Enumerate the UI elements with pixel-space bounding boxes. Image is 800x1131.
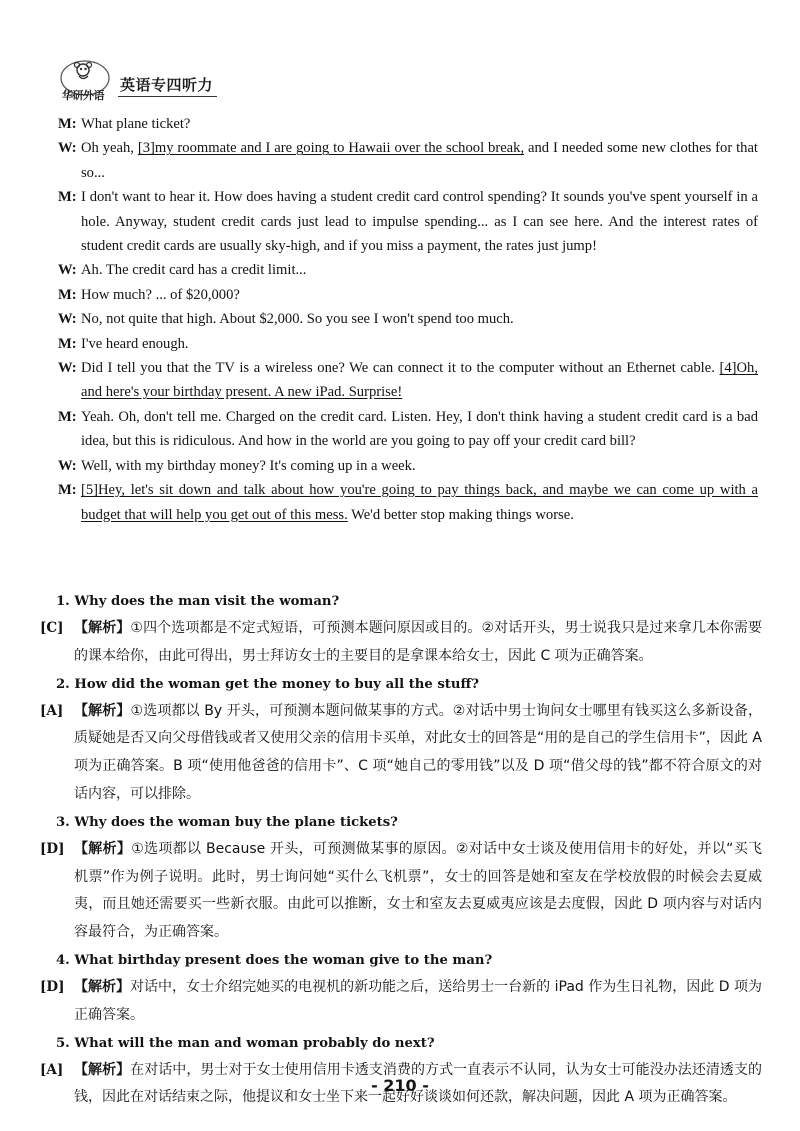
dialogue-text: Ah. The credit card has a credit limit...	[81, 262, 307, 279]
speaker-label: M:	[58, 286, 77, 303]
publisher-logo	[58, 58, 118, 102]
analysis-tag: 【解析】	[74, 1061, 131, 1078]
dialogue-line	[58, 454, 758, 478]
question-text: 3. Why does the woman buy the plane tickets?	[56, 814, 398, 830]
dialogue-transcript	[58, 112, 758, 527]
dialogue-text: How much? ... of $20,000?	[81, 286, 240, 303]
analysis-tag: 【解析】	[74, 620, 131, 636]
answer-explanation	[40, 836, 762, 947]
dialogue-text: I don't want to hear it. How does having a student credit card control spending? It sounds you've spent yourself in a hole. Anyway, student credit cards just lead to impulse spending... as I can see here. And the interest rates of student credit cards are usually sky-high, and if you miss a payment, the rates just jump!	[81, 189, 758, 255]
analysis-tag: 【解析】	[74, 978, 131, 995]
answer-letter: [D]	[40, 978, 65, 995]
speaker-label: W:	[58, 311, 77, 328]
explanation-text: ①四个选项都是不定式短语，可预测本题问原因或目的。②对话开头，男士说我只是过来拿几本你需要的课本给你，由此可得出，男士拜访女士的主要目的是拿课本给女士，因此 C 项为正确答案。	[74, 620, 763, 664]
speaker-label: M:	[58, 408, 77, 425]
dialogue-line	[58, 283, 758, 307]
explanation-text: 对话中，女士介绍完她买的电视机的新功能之后，送给男士一台新的 iPad 作为生日礼物，因此 D 项为正确答案。	[74, 978, 763, 1023]
question-text: 5. What will the man and woman probably do next?	[56, 1035, 435, 1051]
question-text: 1. Why does the man visit the woman?	[56, 594, 340, 609]
dialogue-line	[58, 258, 758, 282]
answer-explanation	[40, 698, 762, 809]
question-text: 2. How did the woman get the money to buy all the stuff?	[56, 676, 480, 692]
dialogue-text: I've heard enough.	[81, 335, 189, 352]
dialogue-text: What plane ticket?	[81, 116, 191, 132]
dialogue-text: Oh yeah,	[81, 140, 138, 157]
answer-letter: [C]	[40, 620, 64, 636]
explanation-text: ①选项都以 Because 开头，可预测做某事的原因。②对话中女士谈及使用信用卡的好处，并以“买飞机票”作为例子说明。此时，男士询问她“买什么飞机票”，女士的回答是她和室友在学校放假的时候会去夏威夷，而且她还需要买一些新衣服。由此可以推断，女士和室友去夏威夷应该是去度假，因此 D 项内容与对话内容最符合，为正确答案。	[74, 840, 763, 941]
speaker-label: M:	[58, 116, 77, 132]
dialogue-line	[58, 405, 758, 454]
answer-letter: [A]	[40, 702, 64, 719]
analysis-tag: 【解析】	[74, 840, 132, 857]
page-number: - 210 -	[371, 1076, 429, 1095]
dialogue-line	[58, 478, 758, 527]
explanation-text: ①选项都以 By 开头，可预测本题问做某事的方式。②对话中男士询问女士哪里有钱买这么多新设备，质疑她是否又向父母借钱或者又使用父亲的信用卡买单，对此女士的回答是“用的是自己的学生信用卡”，因此 A 项为正确答案。B 项“使用他爸爸的信用卡”、C 项“她自己的零用钱”以及 D 项“借父母的钱”都不符合原文的对话内容，可以排除。	[74, 702, 763, 802]
dialogue-text: We'd better stop making things worse.	[347, 506, 574, 523]
answer-letter: [A]	[40, 1061, 64, 1078]
speaker-label: W:	[58, 360, 77, 377]
questions-section	[40, 588, 762, 1112]
speaker-label: M:	[58, 482, 77, 499]
answer-explanation	[40, 974, 762, 1030]
dialogue-line	[58, 136, 758, 185]
book-title: 英语专四听力	[118, 74, 217, 97]
answer-letter: [D]	[40, 840, 65, 857]
logo-text: 华研外语	[62, 89, 104, 102]
dialogue-line	[58, 356, 758, 405]
dialogue-text: Well, with my birthday money? It's coming up in a week.	[81, 457, 416, 474]
dialogue-line	[58, 307, 758, 331]
underlined-key-sentence: [5]Hey, let's sit down and talk about how you're going to pay things back, and maybe we can come up with a budget that will help you get out of this mess.	[81, 482, 758, 523]
dialogue-line	[58, 185, 758, 258]
speaker-label: W:	[58, 457, 77, 474]
explanation-text: 在对话中，男士对于女士使用信用卡透支消费的方式一直表示不认同，认为女士可能没办法还清透支的钱，因此在对话结束之际，他提议和女士坐下来一起好好谈谈如何还款，解决问题，因此 A 项为正确答案。	[74, 1061, 763, 1106]
dialogue-line	[58, 332, 758, 356]
answer-explanation	[40, 615, 762, 671]
analysis-tag: 【解析】	[74, 702, 131, 719]
speaker-label: W:	[58, 140, 77, 157]
dialogue-text: Did I tell you that the TV is a wireless one? We can connect it to the computer without an Ethernet cable.	[81, 360, 720, 377]
underlined-key-sentence: [4]Oh, and here's your birthday present. A new iPad. Surprise!	[81, 360, 758, 401]
page-header	[58, 58, 318, 102]
speaker-label: M:	[58, 189, 77, 206]
dialogue-line	[58, 112, 758, 136]
speaker-label: M:	[58, 335, 77, 352]
dialogue-text: Yeah. Oh, don't tell me. Charged on the credit card. Listen. Hey, I don't think having a student credit card is a bad idea, but this is ridiculous. And how in the world are you going to pay off your credit card bill?	[81, 408, 758, 450]
question-text: 4. What birthday present does the woman give to the man?	[56, 952, 493, 968]
underlined-key-sentence: [3]my roommate and I are going to Hawaii over the school break,	[137, 140, 525, 157]
dialogue-text: No, not quite that high. About $2,000. So you see I won't spend too much.	[81, 311, 514, 328]
speaker-label: W:	[58, 262, 77, 279]
dialogue-text: and I needed some new clothes for that so...	[81, 140, 758, 181]
